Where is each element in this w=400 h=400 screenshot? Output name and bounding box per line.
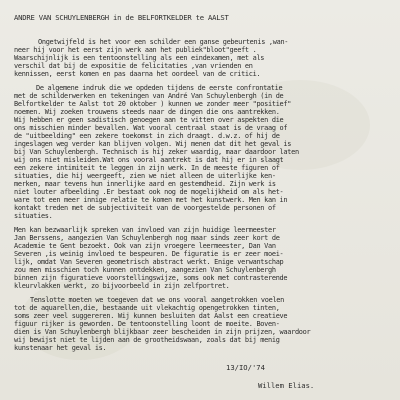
text-line: binnen zijn figuratieve voorstellingswijze, soms ook met contrasterende <box>14 274 288 282</box>
text-line: situaties, die hij weergeeft, zien we niet alleen de uiterlijke ken- <box>14 172 276 180</box>
text-line: Severen ,is weinig invloed te bespeuren. De figuratie is er zeer moei- <box>14 250 284 258</box>
text-line: ingeslagen weg verder kan blijven volgen. Wij menen dat dit het geval is <box>14 140 292 148</box>
text-line: kleurvlakken werkt, zo bijvoorbeeld in zijn zelfportret. <box>14 282 230 290</box>
text-line: situaties. <box>14 212 53 220</box>
text-line: ware tot een meer innige relatie te komen met het kunstwerk. Men kan in <box>14 196 288 204</box>
text-line: bij Van Schuylenbergh. Technisch is hij zeker waardig, maar daardoor laten <box>14 148 299 156</box>
text-line: tot de aquarellen,die, bestaande uit vlekachtig opengetrokken tinten, <box>14 304 280 312</box>
text-line: neer hij voor het eerst zijn werk aan het publiek"bloot"geeft . <box>14 46 257 54</box>
text-line: zou men misschien toch kunnen ontdekken, aangezien Van Schuylenbergh <box>14 266 276 274</box>
text-line: Wij hebben er geen sadistisch genoegen aan te vitten over aspekten die <box>14 116 284 124</box>
text-line: Belfortkelder te Aalst tot 20 oktober ) kunnen we zonder meer "positief" <box>14 100 292 108</box>
text-line: dien is Van Schuylenbergh blijkbaar zeer bescheiden in zijn prijzen, waardoor <box>14 328 311 336</box>
text-line: met de schilderwerken en tekeningen van André Van Schuylenbergh (in de <box>14 92 284 100</box>
text-line: lijk, omdat Van Severen geometrisch abstract werkt. Enige verwantschap <box>14 258 284 266</box>
text-line: verschil dat bij de expositie de felicitaties ,van vrienden en <box>14 62 253 70</box>
text-line: kontakt treden met de subjectiviteit van de voorgestelde personen of <box>14 204 276 212</box>
text-line: noemen. Wij zoeken trouwens steeds naar de dingen die ons aantrekken. <box>14 108 280 116</box>
text-line: Jan Berssens, aangezien Van Schuylenbergh nog maar sinds zeer kort de <box>14 234 280 242</box>
text-line: een zekere intimiteit te leggen in zijn werk. In de meeste figuren of <box>14 164 280 172</box>
text-line: merken, maar tevens hun innerlijke aard en gestemdheid. Zijn werk is <box>14 180 276 188</box>
text-line: wij ons niet misleiden.Wat ons vooral aantrekt is dat hij er in slaagt <box>14 156 284 164</box>
text-line: Academie te Gent bezoekt. Ook van zijn vroegere leermeester, Dan Van <box>14 242 276 250</box>
text-line: kunstenaar het geval is. <box>14 344 107 352</box>
text-line: ons misschien minder bevallen. Wat vooral centraal staat is de vraag of <box>14 124 288 132</box>
text-line: kennissen, eerst komen en pas daarna het oordeel van de critici. <box>14 70 261 78</box>
text-line: Ongetwijfeld is het voor een schilder een ganse gebeurtenis ,wan- <box>38 38 289 46</box>
document-date: 13/IO/'74 <box>226 363 265 372</box>
text-line: figuur rijker is geworden. De tentoonstelling loont de moeite. Boven- <box>14 320 280 328</box>
text-line: Waarschijnlijk is een tentoonstelling als een eindexamen, met als <box>14 54 265 62</box>
text-line: wij bewijst niet te lijden aan de grootheidswaan, zoals dat bij menig <box>14 336 280 344</box>
text-line: de "uitbeelding" een zekere toekomst in zich draagt. d.w.z. of hij de <box>14 132 280 140</box>
text-line: niet louter afbeelding .Er bestaat ook nog de mogelijkheid om als het- <box>14 188 284 196</box>
text-line: De algemene indruk die we opdeden tijdens de eerste confrontatie <box>36 84 283 92</box>
document-author: Willem Elias. <box>258 381 315 390</box>
text-line: Men kan bezwaarlijk spreken van invloed van zijn huidige leermeester <box>14 226 276 234</box>
document-title: ANDRE VAN SCHUYLENBERGH in de BELFORTKELDER te AALST <box>14 13 229 22</box>
text-line: Tenslotte moeten we toegeven dat we ons vooral aangetrokken voelen <box>30 296 285 304</box>
text-line: soms zeer veel suggereren. Wij kunnen besluiten dat Aalst een creatieve <box>14 312 288 320</box>
